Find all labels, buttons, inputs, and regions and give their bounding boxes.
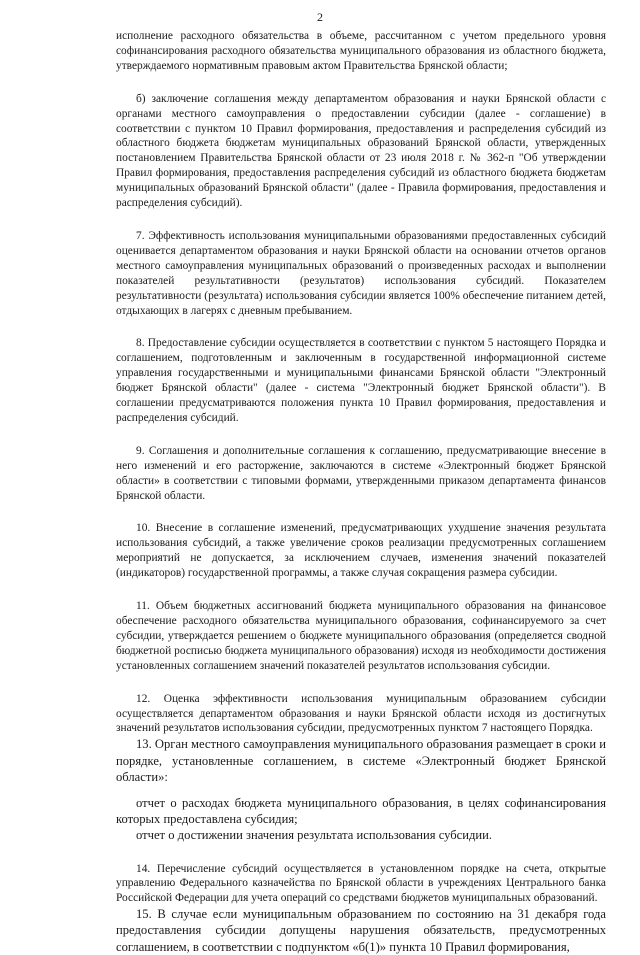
paragraph-9: 9. Соглашения и дополнительные соглашения к соглашению, предусматривающие внесение в него изменений и его расторжение, заключаются в системе «Электронный бюджет Брянской области» в соответствии с типовыми формами, утвержденными приказом департамента финансов Брянской области. [116,444,606,502]
paragraph-8: 8. Предоставление субсидии осуществляется в соответствии с пунктом 5 настоящего Порядка и соглашением, подготовленным и заключенным в государственной информационной системе управления государственными и муниципальными финансами Брянской области "Электронный бюджет Брянской области" (далее - система "Электронный бюджет Брянской области"). В соглашении предусматриваются положения пункта 10 Правил формирования, предоставления и распределения субсидий. [116,337,606,424]
paragraph-continuation: исполнение расходного обязательства в объеме, рассчитанном с учетом предельного уровня софинансирования расходного обязательства муниципального образования из областного бюджета, утверждаемого нормативным правовым актом Правительства Брянской области; [116,30,606,72]
paragraph-10: 10. Внесение в соглашение изменений, предусматривающих ухудшение значения результата использования субсидий, а также увеличение сроков реализации предусмотренных соглашением мероприятий не допускается, за исключением случаев, изменения значений показателей (индикаторов) государственной программы, а также случая сокращения размера субсидии. [116,522,606,580]
paragraph-13: 13. Орган местного самоуправления муниципального образования размещает в сроки и порядке, установленные соглашением, в системе «Электронный бюджет Брянской области»: [116,737,606,784]
paragraph-13-report-expenses: отчет о расходах бюджета муниципального образования, в целях софинансирования которых предоставлена субсидия; [116,795,606,827]
page-number: 2 [317,10,323,24]
paragraph-15: 15. В случае если муниципальным образованием по состоянию на 31 декабря года предоставления субсидии допущены нарушения обязательств, предусмотренных соглашением, в соответствии с подпунктом «б(1)» пункта 10 Правил формирования, [116,907,606,954]
document-body [116,29,606,955]
paragraph-11: 11. Объем бюджетных ассигнований бюджета муниципального образования на финансовое обеспечение расходного обязательства муниципального образования, софинансируемого за счет субсидии, утверждается решением о бюджете муниципального образования (определяется сводной бюджетной росписью бюджета муниципального образования) исходя из необходимости достижения установленных соглашением значений показателей результатов использования субсидии. [116,600,606,672]
paragraph-14: 14. Перечисление субсидий осуществляется в установленном порядке на счета, открытые управлению Федерального казначейства по Брянской области в учреждениях Центрального банка Российской Федерации для учета операций со средствами бюджетов муниципальных образований. [116,862,606,905]
paragraph-12: 12. Оценка эффективности использования муниципальным образованием субсидии осуществляется департаментом образования и науки Брянской области исходя из достигнутых значений результатов использования субсидии, предусмотренных пунктом 7 настоящего Порядка. [116,692,606,735]
paragraph-subitem-b: б) заключение соглашения между департаментом образования и науки Брянской области с органами местного самоуправления о предоставлении субсидии (далее - соглашение) в соответствии с пунктом 10 Правил формирования, предоставления и распределения субсидий из областного бюджета бюджетам муниципальных образований Брянской области, утвержденных постановлением Правительства Брянской области от 23 июля 2018 г. № 362-п "Об утверждении Правил формирования, предоставления распределения субсидий из областного бюджета бюджетам муниципальных образований Брянской области" (далее - Правила формирования, предоставления и распределения субсидий). [116,92,606,210]
paragraph-7: 7. Эффективность использования муниципальными образованиями предоставленных субсидий оценивается департаментом образования и науки Брянской области на основании отчетов органов местного самоуправления муниципальных образований о произведенных расходах и выполнении показателей результативности (результатов) использования субсидий. Показателем результативности (результата) использования субсидии является 100% обеспечение питанием детей, отдыхающих в лагерях с дневным пребыванием. [116,229,606,317]
paragraph-13-report-results: отчет о достижении значения результата использования субсидии. [136,828,493,843]
